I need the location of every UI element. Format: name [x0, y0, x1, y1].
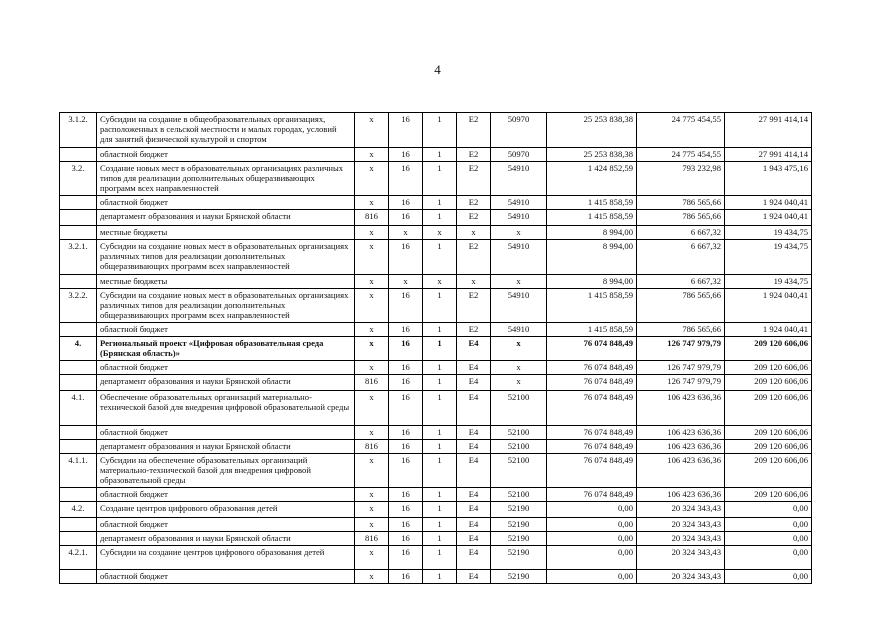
code-cell: 1 — [423, 546, 457, 570]
amount-cell: 209 120 606,06 — [725, 337, 812, 361]
code-cell: 816 — [355, 210, 389, 226]
amount-cell: 19 434,75 — [725, 240, 812, 275]
code-cell: 816 — [355, 375, 389, 391]
row-number — [60, 361, 97, 375]
table-row — [60, 502, 812, 518]
code-cell: x — [423, 226, 457, 240]
code-cell: E4 — [457, 337, 491, 361]
code-cell: 54910 — [491, 240, 547, 275]
table-row — [60, 440, 812, 454]
code-cell: x — [491, 337, 547, 361]
code-cell: 1 — [423, 210, 457, 226]
table-row — [60, 113, 812, 148]
table-row — [60, 210, 812, 226]
table-row — [60, 226, 812, 240]
amount-cell: 1 924 040,41 — [725, 210, 812, 226]
amount-cell: 106 423 636,36 — [637, 391, 725, 426]
code-cell: 52100 — [491, 426, 547, 440]
amount-cell: 209 120 606,06 — [725, 361, 812, 375]
amount-cell: 8 994,00 — [547, 240, 637, 275]
row-number — [60, 323, 97, 337]
code-cell: 54910 — [491, 196, 547, 210]
code-cell: 16 — [389, 426, 423, 440]
amount-cell: 0,00 — [547, 570, 637, 584]
code-cell: x — [355, 518, 389, 532]
row-description: местные бюджеты — [97, 275, 355, 289]
code-cell: 1 — [423, 240, 457, 275]
amount-cell: 209 120 606,06 — [725, 454, 812, 488]
code-cell: x — [355, 196, 389, 210]
code-cell: x — [491, 275, 547, 289]
page-number: 4 — [434, 62, 441, 77]
code-cell: 16 — [389, 323, 423, 337]
row-number — [60, 210, 97, 226]
code-cell: 1 — [423, 440, 457, 454]
code-cell: x — [355, 546, 389, 570]
code-cell: E4 — [457, 361, 491, 375]
code-cell: 54910 — [491, 289, 547, 323]
code-cell: 1 — [423, 391, 457, 426]
row-description: областной бюджет — [97, 426, 355, 440]
row-description: Субсидии на создание центров цифрового образования детей — [97, 546, 355, 570]
amount-cell: 20 324 343,43 — [637, 518, 725, 532]
code-cell: x — [491, 226, 547, 240]
code-cell: E2 — [457, 148, 491, 162]
amount-cell: 126 747 979,79 — [637, 375, 725, 391]
code-cell: x — [355, 323, 389, 337]
amount-cell: 1 924 040,41 — [725, 289, 812, 323]
table-row — [60, 426, 812, 440]
code-cell: E4 — [457, 426, 491, 440]
code-cell: x — [355, 502, 389, 518]
code-cell: x — [355, 337, 389, 361]
code-cell: E2 — [457, 113, 491, 148]
amount-cell: 793 232,98 — [637, 162, 725, 196]
code-cell: E4 — [457, 532, 491, 546]
amount-cell: 1 424 852,59 — [547, 162, 637, 196]
row-description: областной бюджет — [97, 488, 355, 502]
amount-cell: 76 074 848,49 — [547, 488, 637, 502]
code-cell: 1 — [423, 337, 457, 361]
amount-cell: 6 667,32 — [637, 226, 725, 240]
code-cell: 1 — [423, 488, 457, 502]
code-cell: 16 — [389, 532, 423, 546]
code-cell: 16 — [389, 361, 423, 375]
amount-cell: 76 074 848,49 — [547, 426, 637, 440]
table-row — [60, 162, 812, 196]
row-number: 4.2.1. — [60, 546, 97, 570]
code-cell: 1 — [423, 162, 457, 196]
amount-cell: 786 565,66 — [637, 323, 725, 337]
code-cell: 16 — [389, 240, 423, 275]
amount-cell: 786 565,66 — [637, 196, 725, 210]
budget-table — [59, 112, 812, 584]
row-number — [60, 440, 97, 454]
row-number: 4.1.1. — [60, 454, 97, 488]
code-cell: 1 — [423, 289, 457, 323]
code-cell: 1 — [423, 502, 457, 518]
code-cell: 1 — [423, 375, 457, 391]
table-row — [60, 518, 812, 532]
code-cell: E4 — [457, 375, 491, 391]
row-description: департамент образования и науки Брянской области — [97, 210, 355, 226]
row-number: 3.2.2. — [60, 289, 97, 323]
row-description: Обеспечение образовательных организаций материально-технической базой для внедрения цифровой образовательной среды — [97, 391, 355, 426]
amount-cell: 0,00 — [725, 546, 812, 570]
code-cell: 54910 — [491, 162, 547, 196]
row-number: 3.1.2. — [60, 113, 97, 148]
table-row — [60, 391, 812, 426]
row-description: местные бюджеты — [97, 226, 355, 240]
table-row — [60, 546, 812, 570]
table-row — [60, 488, 812, 502]
table-row — [60, 361, 812, 375]
amount-cell: 76 074 848,49 — [547, 391, 637, 426]
code-cell: E4 — [457, 502, 491, 518]
row-number — [60, 275, 97, 289]
row-description: Субсидии на обеспечение образовательных организаций материально-технической базой для внедрения цифровой образовательной среды — [97, 454, 355, 488]
code-cell: 16 — [389, 210, 423, 226]
code-cell: x — [355, 240, 389, 275]
code-cell: x — [355, 570, 389, 584]
row-number — [60, 532, 97, 546]
code-cell: 52190 — [491, 570, 547, 584]
row-number — [60, 518, 97, 532]
code-cell: x — [355, 148, 389, 162]
code-cell: E2 — [457, 323, 491, 337]
amount-cell: 76 074 848,49 — [547, 454, 637, 488]
code-cell: 16 — [389, 375, 423, 391]
code-cell: x — [355, 162, 389, 196]
code-cell: x — [423, 275, 457, 289]
code-cell: x — [355, 454, 389, 488]
code-cell: 52190 — [491, 518, 547, 532]
row-description: областной бюджет — [97, 196, 355, 210]
table-row — [60, 337, 812, 361]
code-cell: 816 — [355, 532, 389, 546]
row-description: областной бюджет — [97, 570, 355, 584]
row-description: Создание центров цифрового образования детей — [97, 502, 355, 518]
row-description: Субсидии на создание новых мест в образовательных организациях различных типов для реализации дополнительных общеразвивающих программ всех направленностей — [97, 240, 355, 275]
code-cell: E2 — [457, 240, 491, 275]
code-cell: 16 — [389, 113, 423, 148]
code-cell: x — [355, 488, 389, 502]
code-cell: 16 — [389, 502, 423, 518]
code-cell: 816 — [355, 440, 389, 454]
table-row — [60, 275, 812, 289]
code-cell: 16 — [389, 518, 423, 532]
amount-cell: 209 120 606,06 — [725, 391, 812, 426]
amount-cell: 20 324 343,43 — [637, 532, 725, 546]
code-cell: 16 — [389, 440, 423, 454]
row-number — [60, 570, 97, 584]
code-cell: 52190 — [491, 532, 547, 546]
row-number — [60, 196, 97, 210]
row-number: 4.1. — [60, 391, 97, 426]
code-cell: E4 — [457, 570, 491, 584]
code-cell: 1 — [423, 148, 457, 162]
table-row — [60, 570, 812, 584]
code-cell: E2 — [457, 210, 491, 226]
code-cell: 1 — [423, 426, 457, 440]
amount-cell: 0,00 — [725, 518, 812, 532]
code-cell: x — [457, 275, 491, 289]
code-cell: 1 — [423, 323, 457, 337]
table-row — [60, 289, 812, 323]
row-description: департамент образования и науки Брянской области — [97, 440, 355, 454]
table-row — [60, 454, 812, 488]
code-cell: x — [355, 275, 389, 289]
amount-cell: 27 991 414,14 — [725, 148, 812, 162]
code-cell: E4 — [457, 454, 491, 488]
row-description: Создание новых мест в образовательных организациях различных типов для реализации дополнительных общеразвивающих программ всех направленностей — [97, 162, 355, 196]
amount-cell: 27 991 414,14 — [725, 113, 812, 148]
code-cell: 1 — [423, 532, 457, 546]
code-cell: 1 — [423, 196, 457, 210]
code-cell: x — [491, 361, 547, 375]
amount-cell: 106 423 636,36 — [637, 440, 725, 454]
table-row — [60, 148, 812, 162]
code-cell: 52100 — [491, 454, 547, 488]
row-description: областной бюджет — [97, 323, 355, 337]
amount-cell: 20 324 343,43 — [637, 546, 725, 570]
amount-cell: 0,00 — [725, 532, 812, 546]
code-cell: 16 — [389, 196, 423, 210]
table-row — [60, 323, 812, 337]
code-cell: x — [355, 113, 389, 148]
code-cell: E2 — [457, 162, 491, 196]
amount-cell: 126 747 979,79 — [637, 361, 725, 375]
amount-cell: 6 667,32 — [637, 240, 725, 275]
table-row — [60, 196, 812, 210]
code-cell: 52190 — [491, 502, 547, 518]
code-cell: x — [355, 426, 389, 440]
row-description: департамент образования и науки Брянской области — [97, 375, 355, 391]
amount-cell: 19 434,75 — [725, 226, 812, 240]
row-number — [60, 148, 97, 162]
code-cell: x — [491, 375, 547, 391]
code-cell: x — [355, 226, 389, 240]
amount-cell: 0,00 — [725, 502, 812, 518]
code-cell: 16 — [389, 337, 423, 361]
code-cell: 16 — [389, 454, 423, 488]
amount-cell: 209 120 606,06 — [725, 440, 812, 454]
code-cell: 1 — [423, 113, 457, 148]
code-cell: 1 — [423, 361, 457, 375]
amount-cell: 1 924 040,41 — [725, 323, 812, 337]
table-row — [60, 532, 812, 546]
code-cell: 1 — [423, 518, 457, 532]
amount-cell: 1 943 475,16 — [725, 162, 812, 196]
code-cell: E4 — [457, 440, 491, 454]
amount-cell: 0,00 — [547, 546, 637, 570]
row-description: областной бюджет — [97, 518, 355, 532]
code-cell: E4 — [457, 546, 491, 570]
code-cell: 16 — [389, 570, 423, 584]
amount-cell: 6 667,32 — [637, 275, 725, 289]
code-cell: 16 — [389, 391, 423, 426]
code-cell: 54910 — [491, 323, 547, 337]
amount-cell: 20 324 343,43 — [637, 502, 725, 518]
code-cell: E2 — [457, 289, 491, 323]
row-description: областной бюджет — [97, 361, 355, 375]
row-description: Субсидии на создание в общеобразовательных организациях, расположенных в сельской местности и малых городах, условий для занятий физической культурой и спортом — [97, 113, 355, 148]
amount-cell: 8 994,00 — [547, 275, 637, 289]
amount-cell: 1 415 858,59 — [547, 323, 637, 337]
code-cell: x — [389, 226, 423, 240]
code-cell: 52100 — [491, 488, 547, 502]
amount-cell: 106 423 636,36 — [637, 426, 725, 440]
code-cell: x — [457, 226, 491, 240]
amount-cell: 24 775 454,55 — [637, 148, 725, 162]
code-cell: x — [355, 391, 389, 426]
amount-cell: 1 924 040,41 — [725, 196, 812, 210]
amount-cell: 19 434,75 — [725, 275, 812, 289]
amount-cell: 0,00 — [725, 570, 812, 584]
amount-cell: 76 074 848,49 — [547, 375, 637, 391]
amount-cell: 76 074 848,49 — [547, 361, 637, 375]
row-description: Субсидии на создание новых мест в образовательных организациях различных типов для реализации дополнительных общеразвивающих программ всех направленностей — [97, 289, 355, 323]
amount-cell: 76 074 848,49 — [547, 337, 637, 361]
code-cell: 1 — [423, 454, 457, 488]
row-number — [60, 426, 97, 440]
amount-cell: 1 415 858,59 — [547, 289, 637, 323]
code-cell: x — [389, 275, 423, 289]
amount-cell: 786 565,66 — [637, 210, 725, 226]
amount-cell: 209 120 606,06 — [725, 426, 812, 440]
row-description: областной бюджет — [97, 148, 355, 162]
amount-cell: 106 423 636,36 — [637, 488, 725, 502]
amount-cell: 0,00 — [547, 518, 637, 532]
amount-cell: 1 415 858,59 — [547, 210, 637, 226]
code-cell: 16 — [389, 289, 423, 323]
code-cell: 16 — [389, 148, 423, 162]
row-number: 4. — [60, 337, 97, 361]
amount-cell: 25 253 838,38 — [547, 148, 637, 162]
row-number — [60, 488, 97, 502]
amount-cell: 25 253 838,38 — [547, 113, 637, 148]
row-number — [60, 226, 97, 240]
amount-cell: 8 994,00 — [547, 226, 637, 240]
code-cell: E4 — [457, 488, 491, 502]
code-cell: E4 — [457, 391, 491, 426]
code-cell: 16 — [389, 488, 423, 502]
row-number — [60, 375, 97, 391]
table-row — [60, 375, 812, 391]
row-number: 4.2. — [60, 502, 97, 518]
row-description: Региональный проект «Цифровая образовательная среда (Брянская область)» — [97, 337, 355, 361]
code-cell: 52100 — [491, 440, 547, 454]
amount-cell: 24 775 454,55 — [637, 113, 725, 148]
code-cell: 16 — [389, 546, 423, 570]
amount-cell: 209 120 606,06 — [725, 375, 812, 391]
amount-cell: 786 565,66 — [637, 289, 725, 323]
code-cell: 16 — [389, 162, 423, 196]
amount-cell: 0,00 — [547, 502, 637, 518]
code-cell: x — [355, 289, 389, 323]
amount-cell: 0,00 — [547, 532, 637, 546]
code-cell: E4 — [457, 518, 491, 532]
amount-cell: 126 747 979,79 — [637, 337, 725, 361]
code-cell: 52100 — [491, 391, 547, 426]
amount-cell: 20 324 343,43 — [637, 570, 725, 584]
code-cell: 54910 — [491, 210, 547, 226]
code-cell: 50970 — [491, 148, 547, 162]
code-cell: 1 — [423, 570, 457, 584]
code-cell: 52190 — [491, 546, 547, 570]
row-description: департамент образования и науки Брянской области — [97, 532, 355, 546]
code-cell: E2 — [457, 196, 491, 210]
table-row — [60, 240, 812, 275]
amount-cell: 76 074 848,49 — [547, 440, 637, 454]
amount-cell: 106 423 636,36 — [637, 454, 725, 488]
row-number: 3.2.1. — [60, 240, 97, 275]
amount-cell: 209 120 606,06 — [725, 488, 812, 502]
amount-cell: 1 415 858,59 — [547, 196, 637, 210]
code-cell: x — [355, 361, 389, 375]
code-cell: 50970 — [491, 113, 547, 148]
row-number: 3.2. — [60, 162, 97, 196]
